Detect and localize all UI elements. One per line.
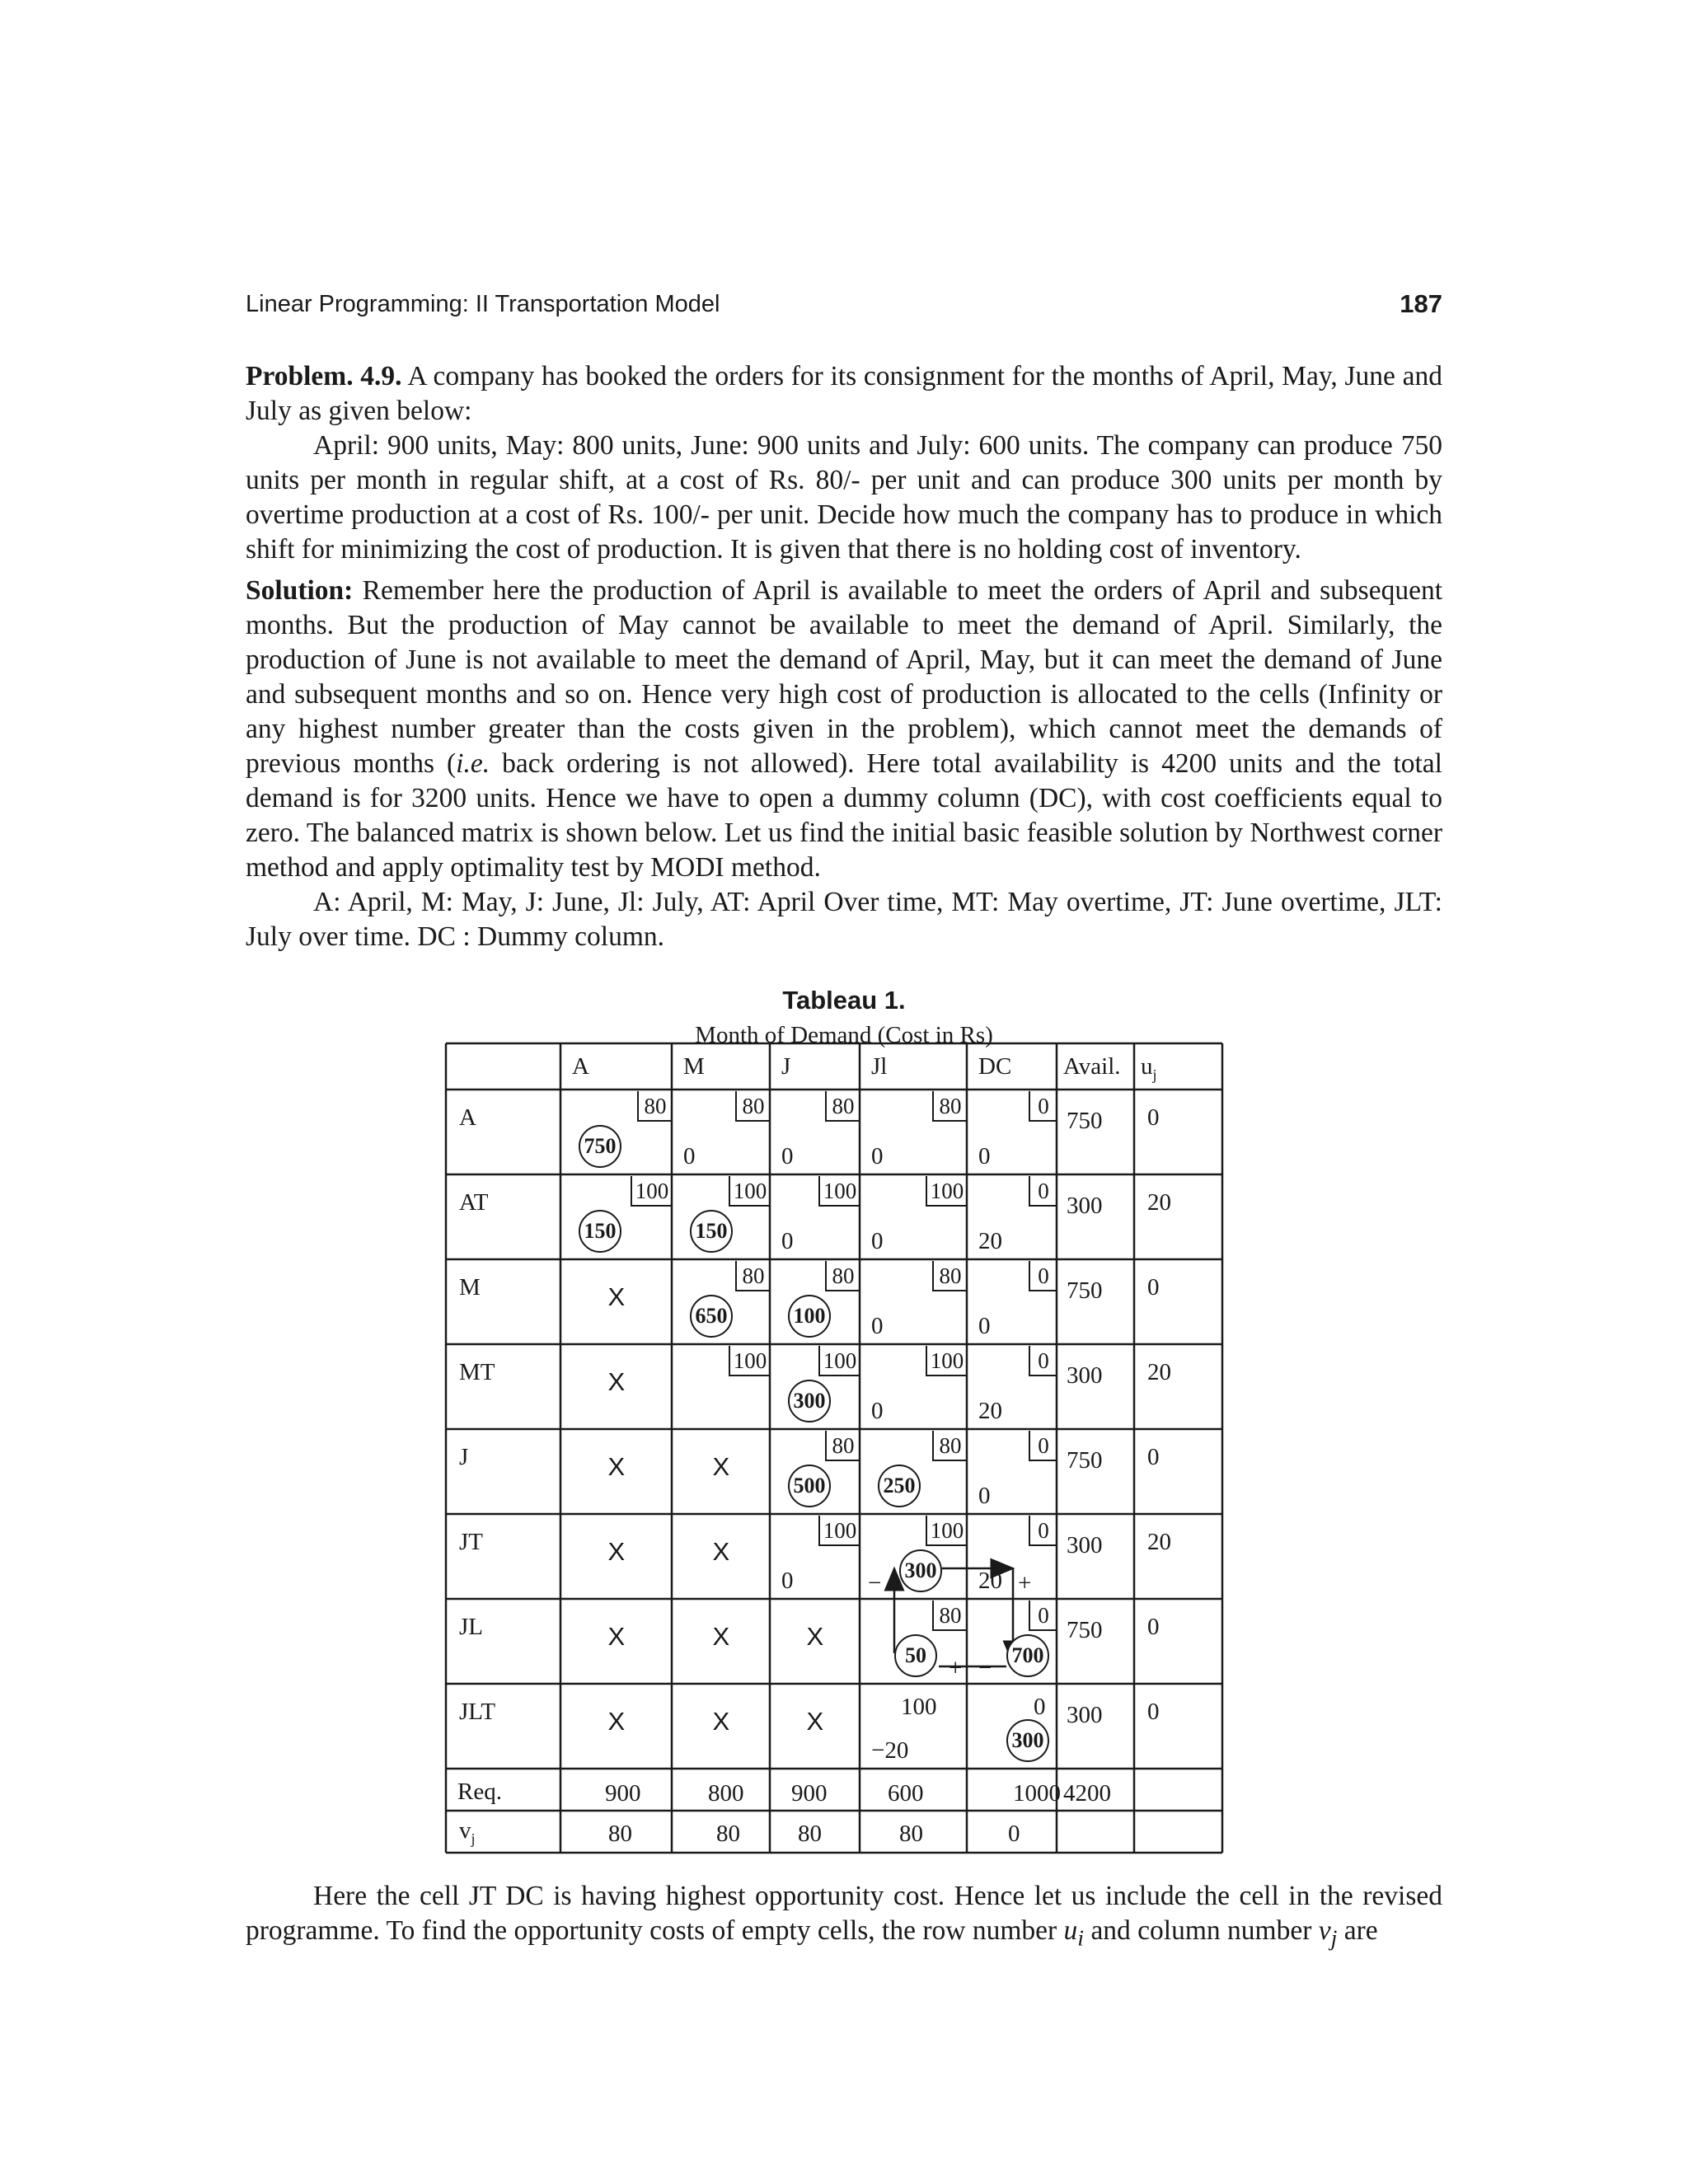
cell-mt-j-cost-box: 100 xyxy=(818,1346,860,1376)
cell-jl-jl-cost-box: 80 xyxy=(932,1601,967,1631)
problem-details: April: 900 units, May: 800 units, June: 900 units and July: 600 units. The company can produce 750 units per month in regular shift, at a cost of Rs. 80/- per unit and can produce 300 units per month by overtime production at a cost of Rs. 100/- per unit. Decide how much the company has to produce in which shift for minimizing the cost of production. It is given that there is no holding cost of inventory. xyxy=(246,430,1442,565)
cell-a-m-opportunity-cost: 0 xyxy=(683,1143,696,1169)
v-2: 80 xyxy=(798,1821,822,1847)
closing-v-letter: v xyxy=(1318,1915,1331,1946)
cell-jt-dc-cost-box: 0 xyxy=(1029,1516,1057,1546)
col-header-m: M xyxy=(683,1053,705,1080)
closing-u-sub: i xyxy=(1077,1925,1085,1952)
cell-a-a-allocation: 750 xyxy=(579,1125,621,1168)
cell-at-a-cost-box: 100 xyxy=(631,1176,672,1207)
cell-jl-a-x-mark: X xyxy=(607,1622,626,1651)
row-label-mt: MT xyxy=(459,1359,495,1385)
cell-at-m-cost-box: 100 xyxy=(729,1176,770,1207)
cell-jl-dc-allocation: 700 xyxy=(1006,1634,1049,1677)
cell-a-jl-opportunity-cost: 0 xyxy=(871,1143,884,1169)
u-a: 0 xyxy=(1147,1104,1160,1131)
solution-text-2: back ordering is not allowed). Here total availability is 4200 units and the total demand is for 3200 units. Hence we have to open a dummy column (DC), with cost coefficients equal to zero. The balanced matrix is shown below. Let us find the initial basic feasible solution by Northwest corner method and apply optimality test by MODI method. xyxy=(246,748,1442,883)
row-label-a: A xyxy=(459,1104,476,1131)
problem-label: Problem. 4.9. xyxy=(246,361,402,391)
cell-a-m-cost-box: 80 xyxy=(735,1091,770,1122)
v-subscript: j xyxy=(471,1830,476,1847)
req-5: 4200 xyxy=(1063,1780,1111,1807)
cell-jlt-dc-cost: 0 xyxy=(1034,1694,1046,1720)
cell-j-a-x-mark: X xyxy=(607,1452,626,1481)
avail-jl: 750 xyxy=(1067,1617,1103,1643)
closing-text-3: are xyxy=(1337,1915,1378,1946)
cell-jt-j-cost-box: 100 xyxy=(818,1516,860,1546)
v-3: 80 xyxy=(899,1821,923,1847)
cell-mt-j-allocation: 300 xyxy=(788,1380,831,1422)
cell-jl-j-x-mark: X xyxy=(806,1622,824,1651)
cell-m-dc-opportunity-cost: 0 xyxy=(978,1313,991,1339)
col-header-dc: DC xyxy=(978,1053,1012,1080)
cell-jlt-jl-cost: 100 xyxy=(901,1694,937,1720)
cell-jl-dc-cost-box: 0 xyxy=(1029,1601,1057,1631)
cell-mt-dc-opportunity-cost: 20 xyxy=(978,1398,1002,1424)
loop-sign-jl-jl: + xyxy=(949,1655,963,1681)
col-header-avail: Avail. xyxy=(1063,1053,1121,1080)
cell-at-dc-cost-box: 0 xyxy=(1029,1176,1057,1207)
avail-m: 750 xyxy=(1067,1277,1103,1304)
u-jl: 0 xyxy=(1147,1614,1160,1640)
cell-j-j-allocation: 500 xyxy=(788,1465,831,1507)
cell-jt-dc-opportunity-cost: 20 xyxy=(978,1568,1002,1594)
cell-at-a-allocation: 150 xyxy=(579,1210,621,1253)
cell-mt-m-cost-box: 100 xyxy=(729,1346,770,1376)
cell-a-jl-cost-box: 80 xyxy=(932,1091,967,1122)
u-j: 0 xyxy=(1147,1444,1160,1470)
cell-m-m-cost-box: 80 xyxy=(735,1261,770,1291)
u-mt: 20 xyxy=(1147,1359,1171,1385)
closing-text-1: Here the cell JT DC is having highest opportunity cost. Hence let us include the cell in the revised programme. To find the opportunity costs of empty cells, the row number xyxy=(246,1881,1442,1946)
solution-ie: i.e. xyxy=(456,748,490,779)
col-header-jl: Jl xyxy=(871,1053,888,1080)
closing-text xyxy=(246,1879,1442,1957)
cell-at-j-cost-box: 100 xyxy=(818,1176,860,1207)
row-label-m: M xyxy=(459,1274,481,1301)
v-4: 0 xyxy=(1008,1821,1020,1847)
req-4: 1000 xyxy=(1013,1780,1061,1807)
cell-a-j-opportunity-cost: 0 xyxy=(781,1143,794,1169)
cell-at-jl-cost-box: 100 xyxy=(926,1176,967,1207)
cell-mt-jl-cost-box: 100 xyxy=(926,1346,967,1376)
u-m: 0 xyxy=(1147,1274,1160,1301)
cell-mt-dc-cost-box: 0 xyxy=(1029,1346,1057,1376)
u-subscript: j xyxy=(1152,1066,1157,1083)
loop-sign-jt-dc: + xyxy=(1018,1570,1032,1596)
avail-a: 750 xyxy=(1067,1108,1103,1134)
cell-mt-a-x-mark: X xyxy=(607,1367,626,1396)
row-label-jlt: JLT xyxy=(459,1699,496,1725)
closing-v-sub: j xyxy=(1330,1925,1338,1952)
cell-a-j-cost-box: 80 xyxy=(825,1091,860,1122)
cell-jt-m-x-mark: X xyxy=(712,1537,730,1566)
closing-text-2: and column number xyxy=(1084,1915,1319,1946)
abbreviations-paragraph: A: April, M: May, J: June, Jl: July, AT: April Over time, MT: May overtime, JT: June overtime, JLT: July over time. DC : Dummy column. xyxy=(246,887,1442,952)
cell-at-dc-opportunity-cost: 20 xyxy=(978,1228,1002,1254)
cell-j-m-x-mark: X xyxy=(712,1452,730,1481)
cell-at-m-allocation: 150 xyxy=(690,1210,733,1253)
avail-jlt: 300 xyxy=(1067,1702,1103,1728)
avail-mt: 300 xyxy=(1067,1362,1103,1389)
u-jt: 20 xyxy=(1147,1529,1171,1555)
closing-v xyxy=(1318,1915,1338,1952)
cell-m-j-allocation: 100 xyxy=(788,1295,831,1338)
cell-a-a-cost-box: 80 xyxy=(637,1091,672,1122)
v-0: 80 xyxy=(608,1821,632,1847)
running-header-title: Linear Programming: II Transportation Model xyxy=(246,291,720,317)
cell-at-j-opportunity-cost: 0 xyxy=(781,1228,794,1254)
solution-text-1: Remember here the production of April is available to meet the orders of April and subsequent months. But the production of May cannot be available to meet the demand of April. Similarly, the production of June is not available to meet the demand of April, May, but it can meet the demand of June and subsequent months and so on. Hence very high cost of production is allocated to the cells (Infinity or any highest number greater than the costs given in the problem), which cannot meet the demands of previous months ( xyxy=(246,575,1442,779)
req-2: 900 xyxy=(791,1780,828,1807)
row-label-at: AT xyxy=(459,1189,489,1216)
row-label-jt: JT xyxy=(459,1529,483,1555)
cell-j-jl-cost-box: 80 xyxy=(932,1431,967,1461)
req-1: 800 xyxy=(708,1780,744,1807)
closing-u xyxy=(1063,1915,1085,1952)
cell-jlt-jl-opportunity-cost: −20 xyxy=(871,1737,909,1764)
cell-jt-a-x-mark: X xyxy=(607,1537,626,1566)
cell-jt-jl-allocation: 300 xyxy=(899,1549,942,1592)
req-label: Req. xyxy=(457,1779,502,1805)
row-label-jl: JL xyxy=(459,1614,483,1640)
cell-j-jl-allocation: 250 xyxy=(878,1465,921,1507)
cell-m-jl-cost-box: 80 xyxy=(932,1261,967,1291)
cell-jt-j-opportunity-cost: 0 xyxy=(781,1568,794,1594)
tableau-subtitle: Month of Demand (Cost in Rs) xyxy=(695,1022,993,1048)
tableau-title: Tableau 1. xyxy=(782,986,906,1015)
cell-jlt-a-x-mark: X xyxy=(607,1707,626,1736)
page-number: 187 xyxy=(1400,289,1442,318)
cell-m-dc-cost-box: 0 xyxy=(1029,1261,1057,1291)
cell-m-a-x-mark: X xyxy=(607,1282,626,1311)
col-header-a: A xyxy=(572,1053,589,1080)
solution-label: Solution: xyxy=(246,575,354,606)
u-jlt: 0 xyxy=(1147,1699,1160,1725)
cell-jlt-dc-allocation: 300 xyxy=(1006,1719,1049,1762)
cell-jl-jl-allocation: 50 xyxy=(894,1634,937,1677)
req-0: 900 xyxy=(605,1780,641,1807)
req-3: 600 xyxy=(888,1780,924,1807)
u-at: 20 xyxy=(1147,1189,1171,1216)
col-header-u: $u_j$ xyxy=(1141,1053,1157,1083)
cell-at-jl-opportunity-cost: 0 xyxy=(871,1228,884,1254)
cell-j-dc-cost-box: 0 xyxy=(1029,1431,1057,1461)
cell-mt-jl-opportunity-cost: 0 xyxy=(871,1398,884,1424)
row-label-j: J xyxy=(459,1444,469,1470)
cell-m-j-cost-box: 80 xyxy=(825,1261,860,1291)
v-1: 80 xyxy=(716,1821,740,1847)
problem-intro: A company has booked the orders for its consignment for the months of April, May, June and July as given below: xyxy=(246,361,1442,426)
cell-jlt-m-x-mark: X xyxy=(712,1707,730,1736)
cell-jlt-j-x-mark: X xyxy=(806,1707,824,1736)
avail-j: 750 xyxy=(1067,1447,1103,1474)
cell-a-dc-opportunity-cost: 0 xyxy=(978,1143,991,1169)
cell-a-dc-cost-box: 0 xyxy=(1029,1091,1057,1122)
col-header-j: J xyxy=(781,1053,791,1080)
cell-j-j-cost-box: 80 xyxy=(825,1431,860,1461)
cell-jl-m-x-mark: X xyxy=(712,1622,730,1651)
loop-sign-jl-dc: − xyxy=(978,1655,992,1681)
loop-sign-jt-jl: − xyxy=(868,1570,882,1596)
cell-jt-jl-cost-box: 100 xyxy=(926,1516,967,1546)
closing-u-letter: u xyxy=(1063,1915,1078,1946)
v-label: $v_j$ xyxy=(459,1817,476,1847)
cell-j-dc-opportunity-cost: 0 xyxy=(978,1483,991,1509)
cell-m-jl-opportunity-cost: 0 xyxy=(871,1313,884,1339)
avail-at: 300 xyxy=(1067,1193,1103,1219)
cell-m-m-allocation: 650 xyxy=(690,1295,733,1338)
closing-paragraph xyxy=(246,1879,1442,1957)
avail-jt: 300 xyxy=(1067,1532,1103,1558)
